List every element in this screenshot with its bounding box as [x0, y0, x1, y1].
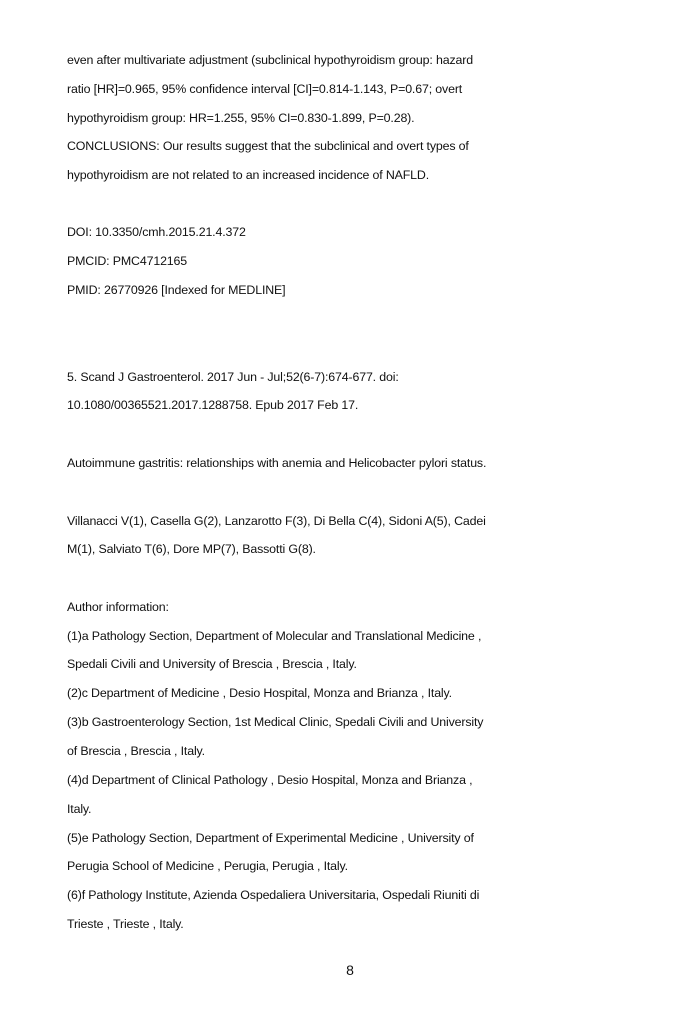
- affiliation-line: of Brescia , Brescia , Italy.: [67, 744, 205, 758]
- affiliation-line: Italy.: [67, 802, 92, 816]
- pmid-text: PMID: 26770926 [Indexed for MEDLINE]: [67, 283, 286, 297]
- conclusions-line: CONCLUSIONS: Our results suggest that the subclinical and overt types of: [67, 139, 469, 153]
- affiliation-line: (1)a Pathology Section, Department of Molecular and Translational Medicine ,: [67, 629, 482, 643]
- abstract-line: even after multivariate adjustment (subclinical hypothyroidism group: hazard: [67, 53, 473, 67]
- citation-line: 5. Scand J Gastroenterol. 2017 Jun - Jul;52(6-7):674-677. doi:: [67, 370, 399, 384]
- affiliation-line: (2)c Department of Medicine , Desio Hospital, Monza and Brianza , Italy.: [67, 686, 452, 700]
- pmcid-text: PMCID: PMC4712165: [67, 254, 188, 268]
- affiliation-line: (5)e Pathology Section, Department of Experimental Medicine , University of: [67, 831, 474, 845]
- affiliation-line: Perugia School of Medicine , Perugia, Perugia , Italy.: [67, 859, 348, 873]
- authors-line: Villanacci V(1), Casella G(2), Lanzarotto F(3), Di Bella C(4), Sidoni A(5), Cadei: [67, 514, 486, 528]
- doi-text: DOI: 10.3350/cmh.2015.21.4.372: [67, 225, 246, 239]
- affiliation-line: (6)f Pathology Institute, Azienda Ospedaliera Universitaria, Ospedali Riuniti di: [67, 888, 480, 902]
- affiliation-line: Spedali Civili and University of Brescia , Brescia , Italy.: [67, 657, 357, 671]
- citation-line: 10.1080/00365521.2017.1288758. Epub 2017 Feb 17.: [67, 398, 359, 412]
- affiliation-line: (3)b Gastroenterology Section, 1st Medical Clinic, Spedali Civili and University: [67, 715, 484, 729]
- article-title: Autoimmune gastritis: relationships with anemia and Helicobacter pylori status.: [67, 456, 487, 470]
- conclusions-line: hypothyroidism are not related to an increased incidence of NAFLD.: [67, 168, 430, 182]
- affiliation-line: (4)d Department of Clinical Pathology , Desio Hospital, Monza and Brianza ,: [67, 773, 473, 787]
- affiliation-line: Trieste , Trieste , Italy.: [67, 917, 184, 931]
- abstract-line: ratio [HR]=0.965, 95% confidence interval [CI]=0.814-1.143, P=0.67; overt: [67, 82, 463, 96]
- abstract-line: hypothyroidism group: HR=1.255, 95% CI=0.830-1.899, P=0.28).: [67, 111, 415, 125]
- authors-line: M(1), Salviato T(6), Dore MP(7), Bassotti G(8).: [67, 542, 316, 556]
- author-information-heading: Author information:: [67, 600, 169, 614]
- page-number: 8: [346, 962, 354, 978]
